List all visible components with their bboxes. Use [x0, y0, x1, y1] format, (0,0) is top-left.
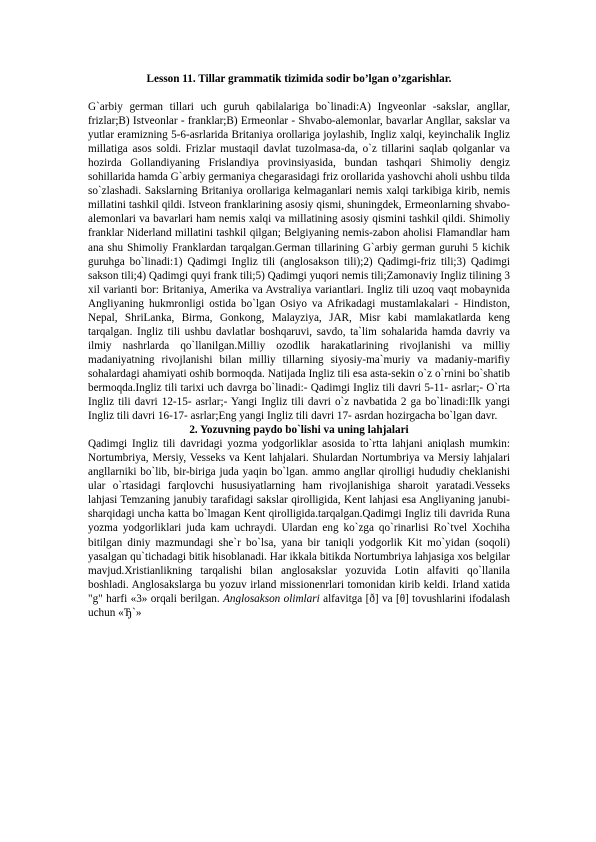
paragraph-dialects: [88, 437, 510, 620]
lesson-title: Lesson 11. Tillar grammatik tizimida sodir bo’lgan o’zgarishlar.: [146, 73, 452, 85]
document-body: [88, 72, 510, 620]
section-heading-writing-dialects: 2. Yozuvning paydo bo`lishi va uning lahjalari: [189, 424, 409, 437]
paragraph-dialects-text: Qadimgi Ingliz tili davridagi yozma yodgorliklar asosida to`rtta lahjani aniqlash mumkin: Nortumbriya, Mersiy, Vesseks va Kent lahjalari. Shulardan Nortumbriya va Mersiy lahjalari angllarniki bo`lib, bir-biriga juda yaqin bo`lgan. ammo angllar qirolligi hududiy cheklanishi ular o`rtasidagi farqlovchi hususiyatlarning ham rivojlanishiga sharoit yaratadi.Vesseks lahjasi Temzaning janubiy tarafidagi sakslar qirolligida, Kent lahjasi esa Angliyaning janubi-sharqidagi uncha katta bo`lmagan Kent qirolligida.tarqalgan.Qadimgi Ingliz tili davrida Runa yozma yodgorliklari juda kam uchraydi. Ulardan eng ko`zga qo`rinarlisi Ro`tvel Xochiha bitilgan diniy mazmundagi she`r bo`lsa, yana bir taniqli yodgorlik Kit mo`yidan (soqoli) yasalgan qu`tichadagi bitik hisoblanadi. Har ikkala bitikda Nortumbriya lahjasiga xos belgilar mavjud.Xristianlikning tarqalishi bilan anglosakslar yozuvida Lotin alfaviti qo`llanila boshladi. Anglosakslarga bu yozuv irland missionenrlari tomonidan kirib keldi. Irland xatida "g" harfi «3» orqali berilgan.: [88, 438, 510, 605]
paragraph-dialects-tail: alfavitga [ð] va [θ] tovushlarini ifodalash uchun «Ђ`»: [88, 592, 511, 619]
paragraph-dialects-italic: Anglosakson olimlari: [223, 592, 320, 605]
paragraph-germanic-groups: G`arbiy german tillari uch guruh qabilalariga bo`linadi:A) Ingveonlar -sakslar, angllar, frizlar;B) Istveonlar - franklar;B) Ermeonlar - Shvabo-alemonlar, bavarlar Angllar, sakslar va yutlar eramizning 5-6-asrlarida Britaniya orollariga joylashib, Ingliz xalqi, keyinchalik Ingliz millatiga asos soldi. Frizlar mustaqil davlat tuzolmasa-da, o`z tillarini saqlab qolganlar va hozirda Gollandiyaning Frislandiya provinsiyasida, bundan tashqari Shimoliy dengiz sohillarida hamda G`arbiy germaniya chegarasidagi friz orollarida yashovchi aholi ushbu tilda so`zlashadi. Sakslarning Britaniya orollariga kelmaganlari nemis xalqi tarkibiga kirib, nemis millatini tashkil qildi. Istveon franklarining asosiy qismi, shuningdek, Ermeonlarning shvabo-alemonlari va bavarlari ham nemis xalqi va millatining asosiy qismini tashkil qildi. Shimoliy franklar Niderland millatini tashkil qilgan; Belgiyaning nemis-zabon aholisi Flamandlar ham ana shu Shimoliy Franklardan tarqalgan.German tillarining G`arbiy german guruhi 5 kichik guruhga bo`linadi:1) Qadimgi Ingliz tili (anglosakson tili);2) Qadimgi-friz tili;3) Qadimgi sakson tili;4) Qadimgi quyi frank tili;5) Qadimgi yuqori nemis tili;Zamonaviy Ingliz tilining 3 xil varianti bor: Britaniya, Amerika va Avstraliya variantlari. Ingliz tili uzoq vaqt mobaynida Angliyaning hukmronligi ostida bo`lgan Osiyo va Afrikadagi mustamlakalari - Hindiston, Nepal, ShriLanka, Birma, Gonkong, Malayziya, JAR, Misr kabi mamlakatlarda keng tarqalgan. Ingliz tili ushbu davlatlar boshqaruvi, savdo, ta`lim sohalarida hamda davriy va ilmiy nashrlarda qo`llanilgan.Milliy ozodlik harakatlarining rivojlanishi va milliy madaniyatning rivojlanishi bilan milliy tillarning siyosiy-ma`muriy va madaniy-marifiy sohalardagi ahamiyati oshib bormoqda. Natijada Ingliz tili esa asta-sekin o`z o`rnini bo`shatib bermoqda.Ingliz tili tarixi uch davrga bo`linadi:- Qadimgi Ingliz tili davri 5-11- asrlar;- O`rta Ingliz tili davri 12-15- asrlar;- Yangi Ingliz tili davri o`z navbatida 2 ga bo`linadi:Ilk yangi Ingliz tili davri 16-17- asrlar;Eng yangi Ingliz tili davri 17- asrdan hozirgacha bo`lgan davr.: [88, 101, 510, 423]
